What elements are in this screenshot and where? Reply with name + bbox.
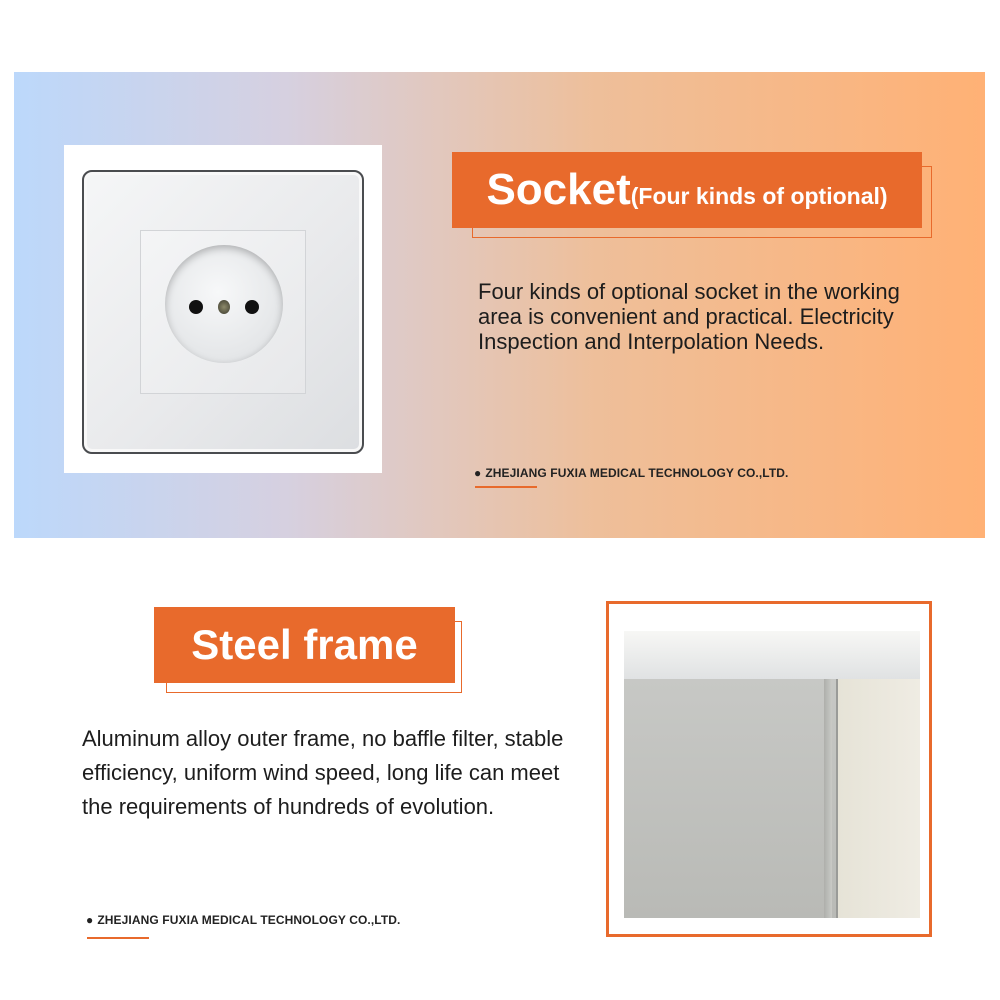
steel-company-text: ZHEJIANG FUXIA MEDICAL TECHNOLOGY CO.,LTD. — [97, 913, 401, 927]
socket-plate — [82, 170, 364, 454]
socket-company-text: ZHEJIANG FUXIA MEDICAL TECHNOLOGY CO.,LTD. — [485, 466, 789, 480]
socket-title — [452, 152, 922, 228]
steel-frame-seam — [824, 679, 832, 918]
socket-photo — [64, 145, 382, 473]
steel-title — [154, 607, 455, 683]
steel-frame-top-face — [624, 631, 920, 679]
socket-description: Four kinds of optional socket in the working area is convenient and practical. Electricity Inspection and Interpolation Needs. — [478, 279, 900, 354]
steel-company-name — [86, 913, 400, 927]
steel-frame-side-face — [838, 679, 920, 918]
socket-hole-right — [245, 300, 259, 314]
socket-company-underline — [475, 486, 537, 488]
bullet-icon: ● — [474, 466, 482, 480]
steel-description: Aluminum alloy outer frame, no baffle filter, stable efficiency, uniform wind speed, long life can meet the requirements of hundreds of evolution. — [82, 726, 564, 819]
steel-frame-image — [624, 631, 920, 918]
steel-frame-photo — [606, 601, 932, 937]
socket-outlet-icon — [165, 245, 283, 363]
steel-company-underline — [87, 937, 149, 939]
bullet-icon: ● — [86, 913, 94, 927]
socket-company-name — [474, 466, 788, 480]
socket-title-sub: (Four kinds of optional) — [630, 182, 888, 209]
socket-hole-left — [189, 300, 203, 314]
steel-frame-front-face — [624, 679, 838, 918]
steel-title-text: Steel frame — [191, 621, 418, 668]
socket-title-main: Socket — [486, 165, 631, 214]
socket-section-panel — [14, 72, 985, 538]
socket-inner-plate — [140, 230, 306, 394]
socket-earth-pin — [218, 300, 230, 314]
